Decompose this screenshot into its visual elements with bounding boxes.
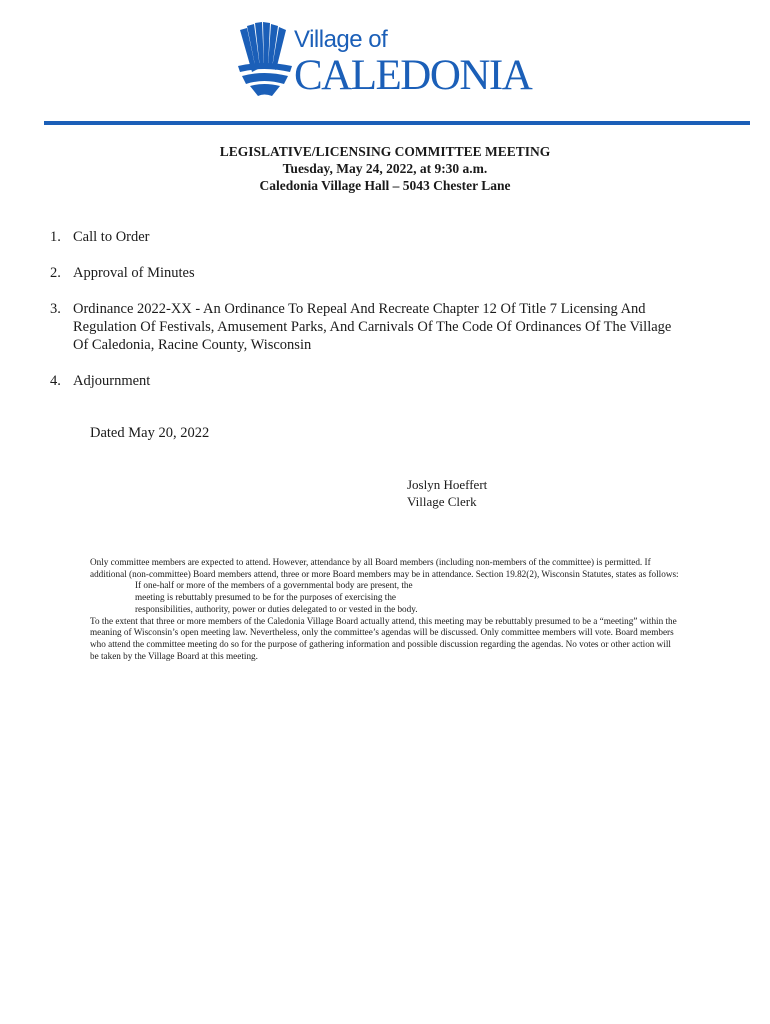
signature-block	[407, 476, 487, 510]
statute-quote-line: responsibilities, authority, power or duties delegated to or vested in the body.	[135, 603, 418, 614]
agenda-item	[50, 264, 690, 282]
agenda-item-number: 3.	[50, 301, 61, 317]
dated-line: Dated May 20, 2022	[90, 425, 210, 441]
meeting-heading	[0, 143, 770, 194]
logo-name-text: CALEDONIA	[294, 52, 532, 99]
statute-quote-line: If one-half or more of the members of a governmental body are present, the	[135, 580, 413, 591]
notice-closing: To the extent that three or more members of the Caledonia Village Board actually attend, this meeting may be rebuttably presumed to be a “meeting” within the meaning of Wisconsin’s open meeting law. Nevertheless, only the committee’s agendas will be discussed. Only committee members will vote. Board members who attend the committee meeting do so for the purpose of gathering information and possible discussion regarding the agendas. No votes or other action will be taken by the Village Board at this meeting.	[90, 615, 677, 661]
logo-village-text: Village of	[294, 26, 388, 53]
agenda-item-number: 1.	[50, 229, 61, 245]
village-logo	[234, 22, 534, 102]
agenda-item	[50, 228, 690, 246]
header-divider	[44, 121, 750, 125]
meeting-location: Caledonia Village Hall – 5043 Chester Lane	[259, 178, 511, 193]
meeting-title: LEGISLATIVE/LICENSING COMMITTEE MEETING	[219, 144, 551, 159]
statute-quote-line: meeting is rebuttably presumed to be for the purposes of exercising the	[135, 592, 397, 603]
agenda-item-text: Ordinance 2022-XX - An Ordinance To Repeal And Recreate Chapter 12 Of Title 7 Licensing And Regulation Of Festivals, Amusement Parks, And Carnivals Of The Code Of Ordinances Of The Village Of Caledonia, Racine County, Wisconsin	[73, 301, 672, 353]
caledonia-logo-icon	[234, 22, 296, 98]
attendance-notice	[90, 557, 680, 662]
agenda-item-text: Adjournment	[73, 373, 151, 389]
clerk-title: Village Clerk	[407, 494, 477, 509]
agenda-item	[50, 300, 690, 354]
agenda-item-number: 4.	[50, 373, 61, 389]
agenda-list	[50, 228, 690, 408]
meeting-date: Tuesday, May 24, 2022, at 9:30 a.m.	[282, 161, 488, 176]
notice-intro: Only committee members are expected to attend. However, attendance by all Board members (including non-members of the committee) is permitted. If additional (non-committee) Board members attend, three or more Board members may be in attendance. Section 19.82(2), Wisconsin Statutes, states as follows:	[90, 557, 679, 579]
agenda-item-number: 2.	[50, 265, 61, 281]
clerk-name: Joslyn Hoeffert	[407, 477, 488, 492]
agenda-item-text: Call to Order	[73, 229, 150, 245]
agenda-item-text: Approval of Minutes	[73, 265, 195, 281]
agenda-item	[50, 372, 690, 390]
